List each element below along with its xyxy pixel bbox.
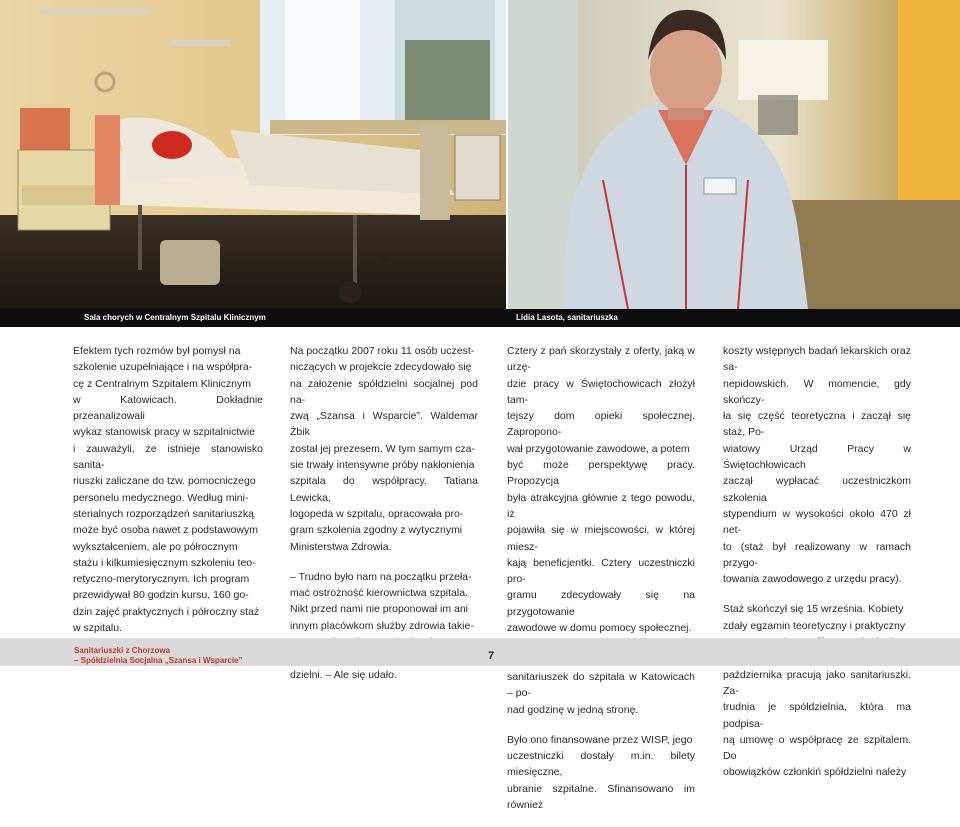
text-column-3 — [507, 343, 695, 827]
page-number: 7 — [488, 650, 495, 662]
footer-title: Sanitariuszki z Chorzowa — [74, 646, 171, 655]
paragraph: Było ono finansowane przez WISP, jego uczestniczki dostały m.in. bilety miesięczne, ubranie szpitalne. Sfinansowano im również — [507, 733, 695, 812]
paragraph: Na początku 2007 roku 11 osób uczest- niczących w projekcie zdecydowało się na założenie spółdzielni socjalnej pod na- zwą „Szansa i Wsparcie”. Waldemar Żbik został jej prezesem. W tym samym cza- sie trwały intensywne próby nakłonienia szpitala do współpracy. Tatiana Lewicka, logopeda w szpitalu, opracowała pro- gram szkolenia zgodny z wytycznymi Ministerstwa Zdrowia. — [290, 345, 478, 553]
paragraph: Efektem tych rozmów był pomysł na szkolenie uzupełniające i na współpra- cę z Centralnym Szpitalem Klinicznym w Katowicach. Dokładnie przeanalizowali wykaz stanowisk pracy w szpitalnictwie i zauważyli, że istnieje stanowisko sanita- riuszki zaliczane do tzw. pomocniczego personelu medycznego. Według mini- sterialnych rozporządzeń sanitariuszką może być osoba nawet z podstawowym wykształceniem, ale po półrocznym stażu i kilkumiesięcznym szkoleniu teo- retyczno-merytorycznym. Ich program przewidywał 80 godzin kursu, 160 go- dzin zajęć praktycznych i półroczny staż w szpitalu. — [73, 345, 263, 635]
caption-bar — [0, 309, 960, 327]
photo-strip — [0, 0, 960, 309]
paragraph: Cztery z pań skorzystały z oferty, jaką w urzę- dzie pracy w Świętochowicach złożył tam- tejszy dom opieki społecznej. Zapropono- wał przygotowanie zawodowe, a potem być może perspektywę pracy. Propozycja była atrakcyjna głównie z tego powodu, iż pojawiła się w miejscowości, w której miesz- kają beneficjentki. Cztery uczestniczki pro- gramu zdecydowały się na przygotowanie zawodowe w domu pomocy społecznej. sanitariuszek do szpitala w Katowicach – po- nad godzinę w jedną stronę. — [507, 345, 695, 716]
paragraph: – Trudno było nam na początku przeła- mać ostrożność kierownictwa szpitala. Nikt przed nami nie proponował im ani innym placówkom służby zdrowia takie- dzielni. – Ale się udało. — [290, 570, 474, 681]
text-column-1 — [73, 343, 263, 650]
hospital-ward-photo — [0, 0, 506, 309]
photo-caption-left: Sala chorych w Centralnym Szpitalu Klinicznym — [84, 313, 266, 322]
text-column-4 — [723, 343, 911, 795]
footer-subtitle: – Spółdzielnia Socjalna „Szansa i Wsparcie” — [74, 656, 243, 665]
paragraph: koszty wstępnych badań lekarskich oraz sa- nepidowskich. W momencie, gdy skończy- ła się część teoretyczna i zaczął się staż, Po- wiatowy Urząd Pracy w Świętochłowicach zaczął wypłacać uczestniczkom szkolenia stypendium w wysokości około 470 zł net- to (staż był realizowany w ramach przygo- towania zawodowego z urzędu pracy). — [723, 345, 911, 586]
page-footer — [0, 638, 960, 666]
paragraph: Staż skończył się 15 września. Kobiety zdały egzamin teoretyczny i praktyczny października pracują jako sanitariuszki. Za- trudnia je spółdzielnia, która ma podpisa- ną umowę o współpracę ze szpitalem. Do obowiązków członkiń spółdzielni należy — [723, 603, 911, 779]
nurse-portrait-photo — [508, 0, 960, 309]
photo-caption-right: Lidia Lasota, sanitariuszka — [516, 313, 618, 322]
